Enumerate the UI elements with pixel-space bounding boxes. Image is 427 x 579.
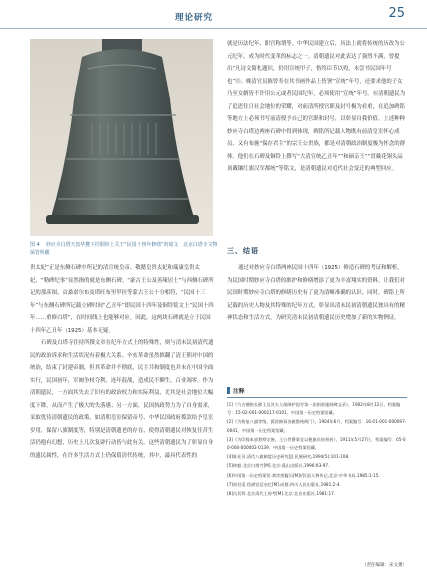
notes-heading-label: 注释	[233, 389, 245, 395]
heading-bar-icon	[227, 387, 230, 394]
note-item: [6]中国第一历史档案馆.那彦图履历[M]//民国人物传记,北京:中华书局,1985:1-15.	[227, 472, 380, 478]
note-item: [8]冯其利.北京清代王府考[M].北京:北京出版社,1981:17.	[227, 491, 336, 497]
note-item: [5]林毅.北京白塔寺[M].北京:燕山出版社,1996:93-97.	[227, 463, 330, 469]
left-column-text	[30, 262, 215, 462]
note-item: [7]周君适.伪满宫廷杂忆[M].成都:四川人民出版社,1981:2-4.	[227, 481, 341, 487]
notes-section	[227, 386, 407, 499]
figure-caption: 图 4 妙应寺白塔天盘华鬘下挂铜铃上关于“民国十四年修缮”的铭文 北京白塔寺文物保管所藏	[30, 242, 218, 256]
note-item: [2]《为恢复八旗等级，拨款修葺各旗都统衙门》，1904年6月，档案编号：16-01-001-000097-0041，中国第一历史档案馆藏。	[227, 419, 407, 433]
bronze-bell-image	[30, 39, 213, 236]
page-number: 25	[388, 6, 405, 21]
note-item: [4]陈亚贝.清代八旗制度历史研究[J].民族研究,1994(5):101-108.	[227, 454, 350, 460]
conclusion-text	[227, 262, 407, 325]
right-column-text	[227, 38, 407, 176]
note-item: [3]《为印铸本部督察宗族、王公世爵事宜以便旗员的奏折》，1911年5月27日，档案编号：05-00-000-000002-0139，中国第一历史档案馆藏。	[227, 436, 406, 451]
paragraph: 贵太妃”正是东侧石碑中所记的清宣统皇帝、敬懿皇贵太妃和瑞康皇贵太妃，“勒碑纪事”显然指的就是东侧石碑。“豪古王公及善缘居士”与西侧石碑所记的那彦图、贡桑诺尔布及塔旺布里甲拉等蒙古王公十分相符，“民国十三年”与东侧石碑所记载立碑时间“乙丑年”即民国十四年及铜铃铭文上“民国十四年……重修白塔”，在时间线上也能够对应。因此，这两块石碑就是立于民国十四年乙丑年（1925）基本无疑。	[30, 265, 214, 334]
section-title: 三、结语	[227, 247, 259, 255]
paragraph: 石碑及白塔寺住持所撰文章在纪年方式上的特殊性，则与清末民初清代遗民的政治诉求和生活状况有着极大关系。辛亥革命虽然推翻了清王朝对中国的统治，结束了封建帝制，但其革命并不彻底，民主共和制度也并未在中国全面实行，民国初年，军阀争权夺利，连年混战，造成民不聊生，百业凋零。作为清朝遗民，一方面其失去了旧有的政治权力和实际利益，尤其是社会地位大幅度下降，从而产生了极大的失落感；另一方面，民国执政势力为了自身需求，采取优待清朝遗民的政策，如清朝皇室保留帝号、中华民国政府拨款给予皇室岁用，保留八旗制度等，特别是清朝遗老的存在，使得清朝遗民对恢复往昔生活仍抱有幻想，历史上几次复辟行动皆与此有关。这些清朝遗民为了彰显自身的遗民属性，在许多生活方式上仍保留清代传统，其中，最具代表性的	[30, 340, 214, 459]
notes-heading	[227, 386, 407, 398]
page-header	[0, 0, 427, 29]
editor-note: （责任编辑：宋文薰）	[362, 563, 407, 568]
section-header-title: 理论研究	[175, 13, 214, 23]
paragraph: 通过对妙应寺白塔两座民国十四年（1925）修造石碑的考证和解析，为民国时期妙应寺白塔的维护和修缮增添了更为丰富翔实的资料，让我们对民国时期妙应寺白塔的修缮历史有了更为清晰准确的认识。同时，碑铭上所记载的历史人物及其特殊的纪年方式，彰显出清末民初清朝遗民独具有的精神状态和生活方式，为研究清末民初清朝遗民历史增加了新的实物例证。	[227, 265, 405, 321]
bell-photo	[30, 39, 213, 236]
paragraph: 就是历法纪年、职官称谓等。中华民国建立后，历法上就将传统的历改为公元纪年，成为时代变革的标志之一。清朝遗民对此表达了强烈不满，曾提出“凡诗文简札题识，仍用宣统甲子，恪终臣节以殁，未尝书民国年号也”⑮。晚清官员陈曾寿在其书画作品上皆署“宣统”年号，还要求他的子女乃至女婿皆不许用公元或者民国纪年，必须使用“宣统”年号。⑯清朝遗民为了追思往日社会地位的荣耀，对前清所授官职及封号极为看重，在追加碑铭等地方上必须书写前清授予自己的官职和封号，以彰显自我价值。上述种种妙应寺白塔边两座石碑中得到体现，碑铭所记载人物既有前清皇室怀心成员，又有布施“保存君主”的宗王公贵族，都是对清朝政治制度极为怀念的群体。他们在石碑及铜铃上撰写“大清宣统乙丑年”“和硕亲王”“贯戴花翎头品顶戴镶红旗汉军都统”等铭文，是清朝遗民对近代社会变迁的典型回应。	[227, 41, 406, 172]
notes-list	[227, 401, 407, 498]
note-item: [1]《乃吉德格长郡王及其夫人保障护国寺第一次捐款施财碑文录》，1902年8月12日，档案编号：15-02-001-000217-0101，中国第一历史档案馆藏。	[227, 402, 401, 416]
